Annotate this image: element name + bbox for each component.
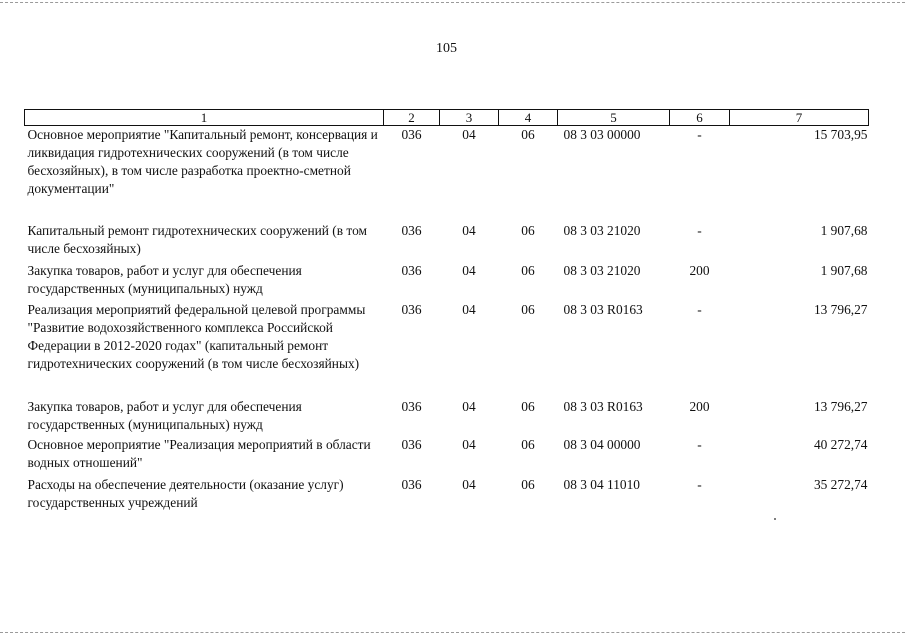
row-subsection-code: 06: [521, 436, 535, 452]
row-subsection-code: 06: [521, 398, 535, 414]
table-row: [25, 126, 869, 222]
budget-table: [24, 109, 869, 516]
row-ministry-code: 036: [401, 436, 422, 452]
scan-edge-bottom: [0, 632, 905, 633]
row-subsection-code: 06: [521, 476, 535, 492]
row-ministry-code: 036: [401, 398, 422, 414]
row-expense-type: -: [697, 222, 702, 238]
row-ministry-code: 036: [401, 262, 422, 278]
scan-edge-top: [0, 2, 905, 3]
row-subsection-code: 06: [521, 262, 535, 278]
column-header-2: 2: [384, 110, 440, 126]
column-header-1: 1: [25, 110, 384, 126]
row-target-code: 08 3 04 11010: [563, 476, 640, 492]
row-name: Основное мероприятие "Капитальный ремонт, консервация и ликвидация гидротехнических сооружений (в том числе бесхозяйных), в том числе разработка проектно-сметной документации": [27, 127, 378, 196]
scan-speck: [774, 518, 776, 520]
row-ministry-code: 036: [401, 222, 422, 238]
row-section-code: 04: [462, 222, 476, 238]
table-row: [25, 262, 869, 301]
page-number: 105: [436, 41, 457, 56]
table-row: [25, 301, 869, 398]
row-target-code: 08 3 03 21020: [563, 262, 641, 278]
row-ministry-code: 036: [401, 301, 422, 317]
row-amount: 35 272,74: [813, 476, 868, 492]
row-name: Капитальный ремонт гидротехнических сооружений (в том числе бесхозяйных): [27, 222, 368, 256]
row-subsection-code: 06: [521, 127, 535, 142]
row-ministry-code: 036: [401, 476, 422, 492]
table-row: [25, 398, 869, 436]
row-amount: 13 796,27: [813, 301, 868, 317]
column-header-5: 5: [558, 110, 670, 126]
row-expense-type: -: [697, 476, 702, 492]
row-section-code: 04: [462, 436, 476, 452]
row-section-code: 04: [462, 301, 476, 317]
row-amount: 13 796,27: [813, 398, 868, 414]
row-expense-type: -: [697, 436, 702, 452]
column-header-6: 6: [670, 110, 730, 126]
row-expense-type: 200: [689, 262, 710, 278]
table-row: [25, 476, 869, 516]
row-expense-type: -: [697, 127, 702, 142]
row-section-code: 04: [462, 127, 476, 142]
column-header-3: 3: [440, 110, 499, 126]
row-subsection-code: 06: [521, 301, 535, 317]
row-target-code: 08 3 03 21020: [563, 222, 641, 238]
row-target-code: 08 3 04 00000: [563, 436, 641, 452]
row-amount: 1 907,68: [820, 262, 868, 278]
row-section-code: 04: [462, 262, 476, 278]
row-amount: 15 703,95: [813, 127, 868, 142]
row-name: Закупка товаров, работ и услуг для обеспечения государственных (муниципальных) нужд: [27, 262, 302, 296]
row-name: Расходы на обеспечение деятельности (оказание услуг) государственных учреждений: [27, 476, 344, 510]
row-subsection-code: 06: [521, 222, 535, 238]
column-header-7: 7: [730, 110, 869, 126]
row-section-code: 04: [462, 476, 476, 492]
row-name: Реализация мероприятий федеральной целевой программы "Развитие водохозяйственного комплекса Российской Федерации в 2012-2020 годах" (капитальный ремонт гидротехнических сооружений (в том числе бесхозяйных): [27, 301, 366, 371]
row-expense-type: 200: [689, 398, 710, 414]
row-section-code: 04: [462, 398, 476, 414]
row-target-code: 08 3 03 00000: [563, 127, 641, 142]
row-name: Закупка товаров, работ и услуг для обеспечения государственных (муниципальных) нужд: [27, 398, 302, 432]
row-target-code: 08 3 03 R0163: [563, 398, 643, 414]
row-ministry-code: 036: [401, 127, 422, 142]
row-name: Основное мероприятие "Реализация мероприятий в области водных отношений": [27, 436, 371, 470]
header-row: [25, 110, 869, 126]
table-row: [25, 436, 869, 476]
row-amount: 1 907,68: [820, 222, 868, 238]
row-target-code: 08 3 03 R0163: [563, 301, 643, 317]
row-expense-type: -: [697, 301, 702, 317]
column-header-4: 4: [499, 110, 558, 126]
row-amount: 40 272,74: [813, 436, 868, 452]
table-row: [25, 222, 869, 262]
